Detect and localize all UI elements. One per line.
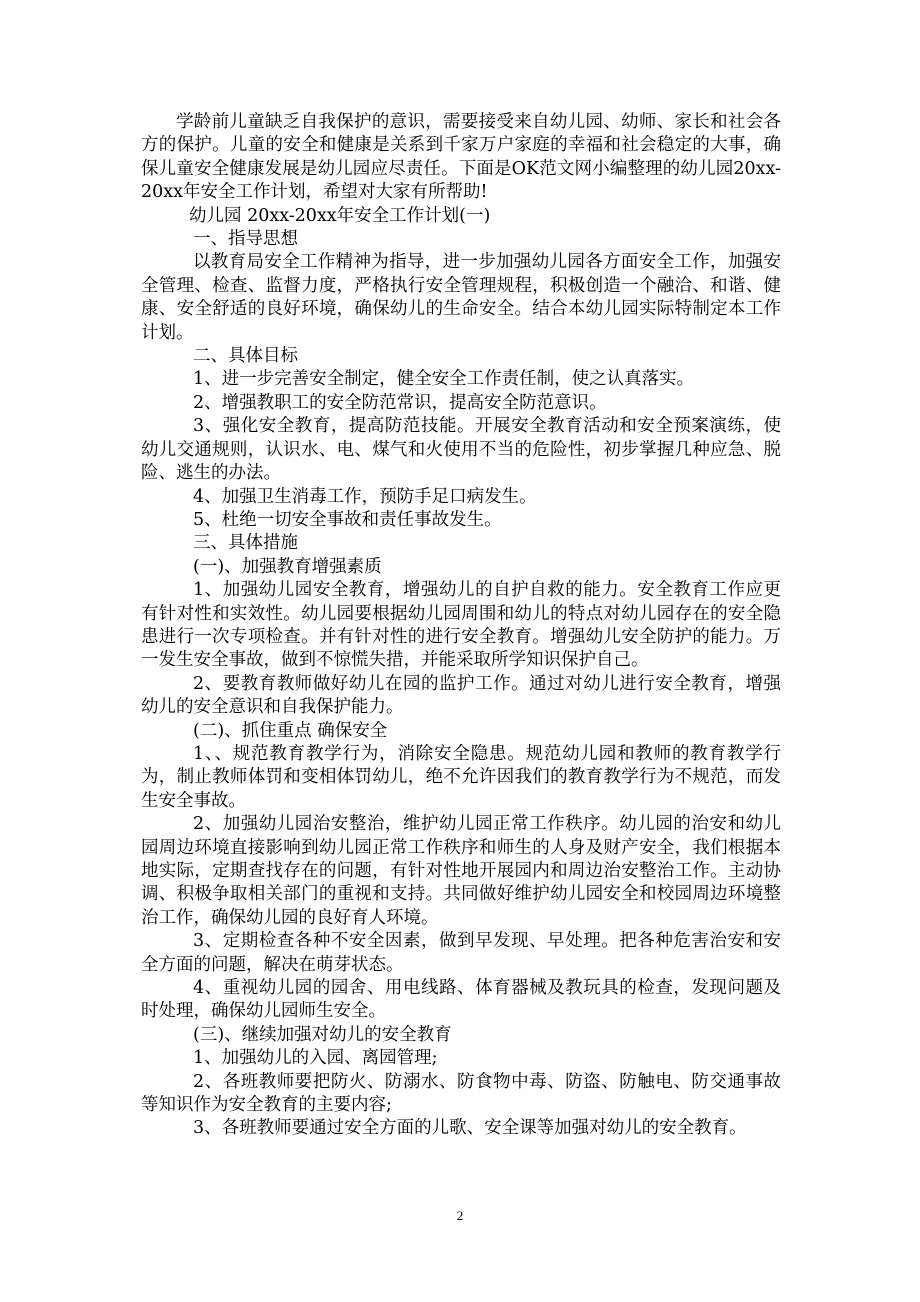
paragraph: 3、强化安全教育，提高防范技能。开展安全教育活动和安全预案演练，使幼儿交通规则，认识水、电、煤气和火使用不当的危险性，初步掌握几种应急、脱险、逃生的办法。 xyxy=(141,416,781,484)
paragraph: 1、加强幼儿的入园、离园管理; xyxy=(193,1048,438,1069)
paragraph: (二)、抓住重点 确保安全 xyxy=(193,720,388,741)
paragraph: 三、具体措施 xyxy=(193,533,298,554)
page-number: 2 xyxy=(456,1208,464,1223)
paragraph: 一、指导思想 xyxy=(193,229,298,250)
paragraph: 以教育局安全工作精神为指导，进一步加强幼儿园各方面安全工作，加强安全管理、检查、监督力度，严格执行安全管理规程，积极创造一个融洽、和谐、健康、安全舒适的良好环境，确保幼儿的生命安全。结合本幼儿园实际特制定本工作计划。 xyxy=(141,252,781,343)
document-body xyxy=(141,111,781,1141)
paragraph: 4、加强卫生消毒工作，预防手足口病发生。 xyxy=(193,486,537,507)
paragraph: 2、要教育教师做好幼儿在园的监护工作。通过对幼儿进行安全教育，增强幼儿的安全意识和自我保护能力。 xyxy=(141,673,781,718)
paragraph: 二、具体目标 xyxy=(193,346,298,367)
paragraph: 2、增强教职工的安全防范常识，提高安全防范意识。 xyxy=(193,392,607,413)
paragraph: 3、各班教师要通过安全方面的儿歌、安全课等加强对幼儿的安全教育。 xyxy=(193,1118,747,1139)
paragraph: 幼儿园 20xx-20xx年安全工作计划(一) xyxy=(189,205,491,226)
paragraph: 4、重视幼儿园的园舍、用电线路、体育器械及教玩具的检查，发现问题及时处理，确保幼儿园师生安全。 xyxy=(141,978,781,1022)
paragraph: 2、各班教师要把防火、防溺水、防食物中毒、防盗、防触电、防交通事故等知识作为安全教育的主要内容; xyxy=(141,1071,781,1116)
paragraph: (三)、继续加强对幼儿的安全教育 xyxy=(193,1024,452,1045)
paragraph: 5、杜绝一切安全事故和责任事故发生。 xyxy=(193,509,502,530)
paragraph: 2、加强幼儿园治安整治，维护幼儿园正常工作秩序。幼儿园的治安和幼儿园周边环境直接影响到幼儿园正常工作秩序和师生的人身及财产安全，我们根据本地实际，定期查找存在的问题，有针对性地开展园内和周边治安整治工作。主动协调、积极争取相关部门的重视和支持。共同做好维护幼儿园安全和校园周边环境整治工作，确保幼儿园的良好育人环境。 xyxy=(141,814,781,928)
paragraph: 1、、规范教育教学行为，消除安全隐患。规范幼儿园和教师的教育教学行为，制止教师体罚和变相体罚幼儿，绝不允许因我们的教育教学行为不规范，而发生安全事故。 xyxy=(141,743,781,811)
paragraph: 学龄前儿童缺乏自我保护的意识，需要接受来自幼儿园、幼师、家长和社会各方的保护。儿童的安全和健康是关系到千家万户家庭的幸福和社会稳定的大事，确保儿童安全健康发展是幼儿园应尽责任。下面是OK范文网小编整理的幼儿园20xx-20xx年安全工作计划，希望对大家有所帮助! xyxy=(141,112,781,203)
paragraph: 1、进一步完善安全制定，健全安全工作责任制，使之认真落实。 xyxy=(193,369,695,390)
paragraph: (一)、加强教育增强素质 xyxy=(193,556,382,577)
paragraph: 3、定期检查各种不安全因素，做到早发现、早处理。把各种危害治安和安全方面的问题，解决在萌芽状态。 xyxy=(141,931,781,975)
paragraph: 1、加强幼儿园安全教育，增强幼儿的自护自救的能力。安全教育工作应更有针对性和实效性。幼儿园要根据幼儿园周围和幼儿的特点对幼儿园存在的安全隐患进行一次专项检查。并有针对性的进行安全教育。增强幼儿安全防护的能力。万一发生安全事故，做到不惊慌失措，并能采取所学知识保护自己。 xyxy=(141,580,781,671)
